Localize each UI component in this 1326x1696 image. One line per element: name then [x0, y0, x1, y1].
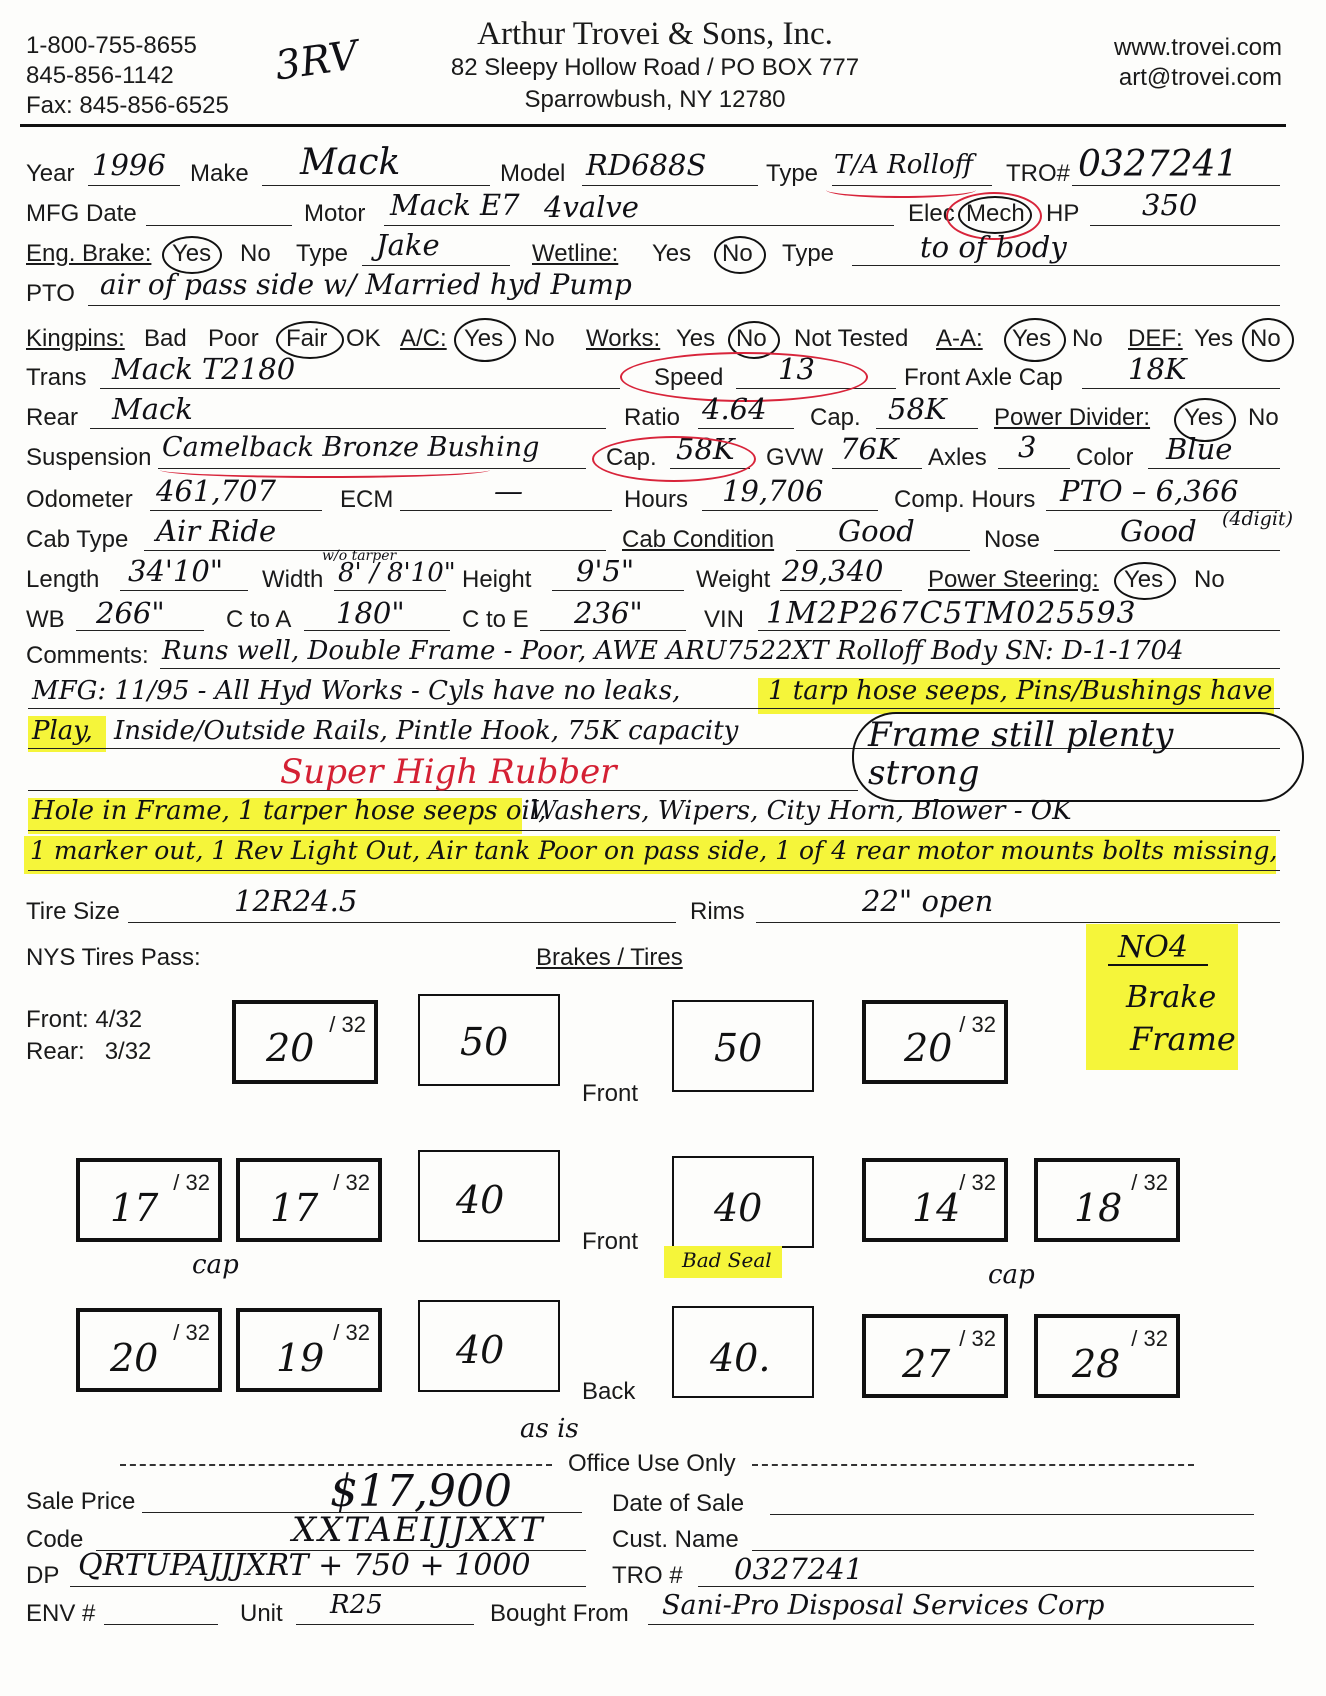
- env-label: ENV #: [26, 1600, 96, 1627]
- tire-box-front-right[interactable]: [862, 1000, 1008, 1084]
- wetline-label: Wetline:: [532, 240, 619, 267]
- c-to-a-field[interactable]: [304, 630, 450, 631]
- brake-box-row2-left[interactable]: [418, 1150, 560, 1242]
- tire-box-row3-3[interactable]: [862, 1314, 1008, 1398]
- nys-front-spec: Front: 4/32: [26, 1006, 143, 1033]
- motor-label: Motor: [304, 200, 366, 227]
- ac-yes[interactable]: Yes: [464, 325, 504, 352]
- company-email: art@trovei.com: [1118, 64, 1282, 91]
- pto-field[interactable]: [88, 305, 1280, 306]
- tire-value: 27: [902, 1342, 951, 1386]
- vin-value: 1M2P267C5TM025593: [766, 596, 1137, 631]
- ecm-field[interactable]: [400, 510, 612, 511]
- gvw-value: 76K: [840, 432, 899, 466]
- axles-field[interactable]: [998, 468, 1070, 469]
- c-to-e-field[interactable]: [540, 630, 686, 631]
- height-label: Height: [462, 566, 532, 593]
- power-steering-yes-circle: [1114, 562, 1176, 600]
- ratio-field[interactable]: [698, 428, 794, 429]
- tire-denominator: / 32: [959, 1170, 996, 1195]
- nose-field[interactable]: [1054, 550, 1280, 551]
- office-use-only-label: Office Use Only: [568, 1450, 736, 1477]
- year-label: Year: [26, 160, 75, 187]
- tire-box-row2-4[interactable]: [1034, 1158, 1180, 1242]
- works-yes[interactable]: Yes: [676, 325, 716, 352]
- type-label: Type: [766, 160, 819, 187]
- motor-value: Mack E7: [390, 188, 520, 222]
- works-not-tested[interactable]: Not Tested: [794, 325, 909, 352]
- works-no[interactable]: No: [736, 325, 767, 352]
- brake-box-row3-right[interactable]: [672, 1306, 814, 1398]
- power-divider-yes[interactable]: Yes: [1184, 404, 1224, 431]
- tire-denominator: / 32: [173, 1170, 210, 1195]
- wetline-yes[interactable]: Yes: [652, 240, 692, 267]
- axles-value: 3: [1018, 430, 1037, 464]
- cust-name-field[interactable]: [752, 1550, 1254, 1551]
- comp-hours-label: Comp. Hours: [894, 486, 1036, 513]
- unit-value: R25: [330, 1590, 383, 1620]
- length-field[interactable]: [120, 590, 248, 591]
- as-is-note: as is: [520, 1414, 579, 1444]
- width-value: 8' / 8'10": [338, 558, 456, 588]
- c-to-e-value: 236": [574, 596, 643, 630]
- nys-rear-spec: Rear: 3/32: [26, 1038, 152, 1065]
- odometer-label: Odometer: [26, 486, 133, 513]
- unit-field[interactable]: [296, 1624, 474, 1625]
- make-label: Make: [190, 160, 249, 187]
- red-note-super-high-rubber: Super High Rubber: [280, 752, 617, 792]
- type-red-underline: [826, 182, 976, 198]
- cab-condition-label: Cab Condition: [622, 526, 775, 553]
- brake-box-row2-right[interactable]: [672, 1156, 814, 1248]
- company-address-1: 82 Sleepy Hollow Road / PO BOX 777: [450, 54, 860, 81]
- tire-size-value: 12R24.5: [234, 884, 358, 918]
- brake-box-front-left[interactable]: [418, 994, 560, 1086]
- tire-size-field[interactable]: [128, 922, 676, 923]
- hours-field[interactable]: [702, 510, 878, 511]
- tire-denominator: / 32: [959, 1326, 996, 1351]
- eng-brake-type-field[interactable]: [362, 265, 510, 266]
- brake-value: 50: [714, 1026, 763, 1070]
- mfg-date-field[interactable]: [146, 225, 292, 226]
- cab-condition-value: Good: [838, 514, 915, 548]
- dp-label: DP: [26, 1562, 60, 1589]
- brake-value: 40.: [710, 1336, 771, 1380]
- bought-from-value: Sani-Pro Disposal Services Corp: [662, 1590, 1105, 1621]
- model-label: Model: [500, 160, 566, 187]
- tire-value: 17: [270, 1186, 319, 1230]
- brake-box-front-right[interactable]: [672, 1000, 814, 1092]
- comments-line-6[interactable]: [28, 870, 1280, 871]
- speed-label: Speed: [654, 364, 724, 391]
- suspension-label: Suspension: [26, 444, 152, 471]
- ac-no[interactable]: No: [524, 325, 555, 352]
- tire-value: 17: [110, 1186, 159, 1230]
- tire-box-row2-1[interactable]: [76, 1158, 222, 1242]
- wetline-type-value: to of body: [920, 230, 1067, 264]
- cap-note-right: cap: [988, 1260, 1035, 1290]
- trans-field[interactable]: [100, 388, 620, 389]
- comments-label: Comments:: [26, 642, 149, 669]
- make-value: Mack: [300, 142, 401, 183]
- kingpins-poor[interactable]: Poor: [208, 325, 259, 352]
- eng-brake-type-label: Type: [296, 240, 349, 267]
- comments-text-3b: Inside/Outside Rails, Pintle Hook, 75K capacity: [114, 716, 739, 746]
- tire-value: 20: [266, 1026, 315, 1070]
- company-name: Arthur Trovei & Sons, Inc.: [477, 16, 833, 52]
- rear-cap-field[interactable]: [876, 428, 978, 429]
- motor-field[interactable]: [384, 225, 894, 226]
- def-yes[interactable]: Yes: [1194, 325, 1234, 352]
- rear-value: Mack: [112, 392, 193, 426]
- env-field[interactable]: [104, 1624, 218, 1625]
- tire-box-row3-2[interactable]: [236, 1308, 382, 1392]
- rear-cap-label: Cap.: [810, 404, 861, 431]
- cab-condition-field[interactable]: [796, 550, 970, 551]
- rims-value: 22" open: [862, 884, 994, 918]
- tire-box-row2-2[interactable]: [236, 1158, 382, 1242]
- comments-text-5b: Washers, Wipers, City Horn, Blower - OK: [530, 796, 1072, 826]
- office-divider-right: [752, 1464, 1194, 1466]
- color-label: Color: [1076, 444, 1134, 471]
- tire-value: 20: [110, 1336, 159, 1380]
- height-value: 9'5": [576, 554, 635, 588]
- tro-value: 0327241: [1078, 144, 1239, 185]
- comments-line-1[interactable]: [160, 668, 1280, 669]
- tire-denominator: / 32: [333, 1320, 370, 1345]
- cap-note-left: cap: [192, 1250, 239, 1280]
- gvw-field[interactable]: [832, 468, 922, 469]
- power-divider-label: Power Divider:: [994, 404, 1151, 431]
- power-steering-label: Power Steering:: [928, 566, 1099, 593]
- comments-text-6: 1 marker out, 1 Rev Light Out, Air tank Poor on pass side, 1 of 4 rear motor mounts bolts missing,: [30, 836, 1278, 865]
- def-label: DEF:: [1128, 325, 1183, 352]
- sale-price-value: $17,900: [330, 1466, 512, 1517]
- company-website: www.trovei.com: [1113, 34, 1282, 61]
- kingpins-fair[interactable]: Fair: [286, 325, 328, 352]
- pto-value: air of pass side w/ Married hyd Pump: [100, 268, 632, 301]
- c-to-a-value: 180": [336, 596, 405, 630]
- nose-value: Good: [1120, 514, 1197, 548]
- rims-field[interactable]: [756, 922, 1280, 923]
- brake-box-row3-left[interactable]: [418, 1300, 560, 1392]
- date-of-sale-label: Date of Sale: [612, 1490, 745, 1517]
- tire-value: 18: [1074, 1186, 1123, 1230]
- c-to-e-label: C to E: [462, 606, 529, 633]
- width-label: Width: [262, 566, 324, 593]
- sale-price-label: Sale Price: [26, 1488, 136, 1515]
- works-label: Works:: [586, 325, 661, 352]
- aa-yes-circle: [1004, 318, 1066, 362]
- odometer-value: 461,707: [156, 474, 276, 508]
- model-field[interactable]: [582, 185, 758, 186]
- tire-box-row3-4[interactable]: [1034, 1314, 1180, 1398]
- wetline-no-circle: [714, 236, 766, 274]
- mech-label: Mech: [966, 200, 1025, 227]
- ecm-label: ECM: [340, 486, 394, 513]
- side-note-line-2: Brake: [1126, 980, 1217, 1015]
- comments-line-2[interactable]: [28, 708, 1280, 709]
- def-no-circle: [1242, 318, 1294, 362]
- nose-label: Nose: [984, 526, 1041, 553]
- tire-box-row2-3[interactable]: [862, 1158, 1008, 1242]
- make-field[interactable]: [262, 185, 490, 186]
- tire-box-row3-1[interactable]: [76, 1308, 222, 1392]
- pto-label: PTO: [26, 280, 75, 307]
- code-label: Code: [26, 1526, 84, 1553]
- comments-text-1: Runs well, Double Frame - Poor, AWE ARU7522XT Rolloff Body SN: D-1-1704: [162, 636, 1184, 666]
- ratio-value: 4.64: [702, 392, 767, 426]
- tire-value: 28: [1072, 1342, 1121, 1386]
- cab-type-label: Cab Type: [26, 526, 129, 553]
- trans-value: Mack T2180: [112, 352, 296, 386]
- front-label-row1: Front: [582, 1080, 639, 1107]
- kingpins-label: Kingpins:: [26, 325, 125, 352]
- brakes-tires-title: Brakes / Tires: [536, 944, 683, 971]
- suspension-cap-label: Cap.: [606, 444, 657, 471]
- tire-denominator: / 32: [959, 1012, 996, 1037]
- brake-value: 40: [714, 1186, 763, 1230]
- tire-value: 20: [904, 1026, 953, 1070]
- weight-label: Weight: [696, 566, 771, 593]
- tire-denominator: / 32: [1131, 1326, 1168, 1351]
- tro-label: TRO#: [1006, 160, 1071, 187]
- weight-field[interactable]: [780, 590, 902, 591]
- odometer-field[interactable]: [150, 510, 322, 511]
- color-field[interactable]: [1148, 468, 1280, 469]
- comments-text-3a: Play,: [32, 716, 93, 746]
- aa-no[interactable]: No: [1072, 325, 1103, 352]
- brake-value: 40: [456, 1328, 505, 1372]
- length-value: 34'10": [128, 554, 224, 588]
- power-steering-no[interactable]: No: [1194, 566, 1225, 593]
- ecm-value: —: [494, 474, 523, 508]
- tro-hash-label: TRO #: [612, 1562, 683, 1589]
- motor-valve-value: 4valve: [544, 190, 639, 224]
- rear-field[interactable]: [90, 428, 606, 429]
- suspension-value: Camelback Bronze Bushing: [162, 432, 540, 463]
- suspension-cap-value: 58K: [676, 432, 735, 466]
- bought-from-field[interactable]: [648, 1624, 1254, 1625]
- tire-value: 14: [912, 1186, 961, 1230]
- tro-field[interactable]: [1072, 185, 1280, 186]
- tire-denominator: / 32: [173, 1320, 210, 1345]
- power-divider-no[interactable]: No: [1248, 404, 1279, 431]
- c-to-a-label: C to A: [226, 606, 292, 633]
- comments-text-2b: 1 tarp hose seeps, Pins/Bushings have: [768, 676, 1273, 706]
- gvw-label: GVW: [766, 444, 824, 471]
- wetline-type-field[interactable]: [852, 265, 1280, 266]
- hp-label: HP: [1046, 200, 1080, 227]
- hp-field[interactable]: [1090, 225, 1280, 226]
- header-rule: [20, 124, 1286, 127]
- hp-value: 350: [1142, 188, 1198, 222]
- wetline-no[interactable]: No: [722, 240, 753, 267]
- comments-text-5a: Hole in Frame, 1 tarper hose seeps oil,: [32, 796, 547, 826]
- front-label-row2: Front: [582, 1228, 639, 1255]
- year-field[interactable]: [88, 185, 180, 186]
- color-value: Blue: [1166, 432, 1233, 466]
- tire-denominator: / 32: [333, 1170, 370, 1195]
- tire-value: 19: [276, 1336, 325, 1380]
- bought-from-label: Bought From: [490, 1600, 629, 1627]
- handwritten-note-3rv: 3RV: [272, 32, 361, 90]
- tire-size-label: Tire Size: [26, 898, 120, 925]
- front-axle-cap-field[interactable]: [1082, 388, 1280, 389]
- length-label: Length: [26, 566, 100, 593]
- hours-value: 19,706: [722, 474, 824, 508]
- cust-name-label: Cust. Name: [612, 1526, 739, 1553]
- kingpins-ok[interactable]: OK: [346, 325, 381, 352]
- code-value: XXTAEIJJXXT: [292, 1510, 545, 1550]
- mfg-date-label: MFG Date: [26, 200, 137, 227]
- width-field[interactable]: [334, 590, 446, 591]
- rims-label: Rims: [690, 898, 745, 925]
- wb-field[interactable]: [76, 630, 204, 631]
- bad-seal-note: Bad Seal: [682, 1248, 772, 1272]
- speed-value: 13: [778, 352, 815, 386]
- width-note: w/o tarper: [322, 548, 397, 564]
- company-address-2: Sparrowbush, NY 12780: [524, 86, 786, 113]
- wb-value: 266": [96, 596, 165, 630]
- date-of-sale-field[interactable]: [770, 1514, 1254, 1515]
- side-note-underline: [1108, 964, 1208, 966]
- back-label: Back: [582, 1378, 636, 1405]
- def-no[interactable]: No: [1250, 325, 1281, 352]
- tro-hash-field[interactable]: [698, 1586, 1254, 1587]
- front-axle-cap-label: Front Axle Cap: [904, 364, 1063, 391]
- ac-label: A/C:: [400, 325, 447, 352]
- wetline-type-label: Type: [782, 240, 835, 267]
- ac-yes-circle: [454, 318, 516, 362]
- brake-value: 50: [460, 1020, 509, 1064]
- side-note-line-3: Frame: [1130, 1020, 1236, 1058]
- weight-value: 29,340: [782, 554, 884, 588]
- tro-hash-value: 0327241: [734, 1552, 864, 1586]
- eng-brake-yes[interactable]: Yes: [172, 240, 212, 267]
- dp-field[interactable]: [70, 1586, 586, 1587]
- rear-label: Rear: [26, 404, 79, 431]
- tire-denominator: / 32: [1131, 1170, 1168, 1195]
- comp-hours-value: PTO – 6,366: [1060, 474, 1239, 508]
- vin-label: VIN: [704, 606, 745, 633]
- model-value: RD688S: [586, 148, 707, 182]
- height-field[interactable]: [552, 590, 684, 591]
- aa-yes[interactable]: Yes: [1012, 325, 1052, 352]
- comments-line-5[interactable]: [28, 830, 1280, 831]
- front-axle-cap-value: 18K: [1128, 352, 1187, 386]
- phone-2: 845-856-1142: [26, 62, 174, 89]
- fax-number: Fax: 845-856-6525: [26, 92, 229, 119]
- dp-value: QRTUPAJJJXRT + 750 + 1000: [78, 1548, 531, 1583]
- cab-type-value: Air Ride: [156, 514, 277, 548]
- trans-label: Trans: [26, 364, 87, 391]
- frame-note-text: Frame still plenty strong: [868, 715, 1174, 793]
- axles-label: Axles: [928, 444, 987, 471]
- comments-text-2a: MFG: 11/95 - All Hyd Works - Cyls have no leaks,: [32, 676, 681, 706]
- comp-hours-note: (4digit): [1222, 508, 1294, 530]
- unit-label: Unit: [240, 1600, 283, 1627]
- side-note-line-1: NO4: [1118, 930, 1188, 965]
- rear-cap-value: 58K: [888, 392, 947, 426]
- wb-label: WB: [26, 606, 65, 633]
- eng-brake-type-value: Jake: [376, 228, 440, 262]
- eng-brake-no[interactable]: No: [240, 240, 271, 267]
- tire-denominator: / 32: [329, 1012, 366, 1037]
- hours-label: Hours: [624, 486, 689, 513]
- tire-box-front-left[interactable]: [232, 1000, 378, 1084]
- year-value: 1996: [92, 148, 166, 182]
- brake-value: 40: [456, 1178, 505, 1222]
- eng-brake-label: Eng. Brake:: [26, 240, 152, 267]
- nys-tires-pass-label: NYS Tires Pass:: [26, 944, 201, 971]
- type-value: T/A Rolloff: [834, 150, 974, 180]
- power-steering-yes[interactable]: Yes: [1124, 566, 1164, 593]
- kingpins-bad[interactable]: Bad: [144, 325, 187, 352]
- aa-label: A-A:: [936, 325, 983, 352]
- phone-1: 1-800-755-8655: [26, 32, 197, 59]
- elec-label: Elec: [908, 200, 955, 227]
- ratio-label: Ratio: [624, 404, 681, 431]
